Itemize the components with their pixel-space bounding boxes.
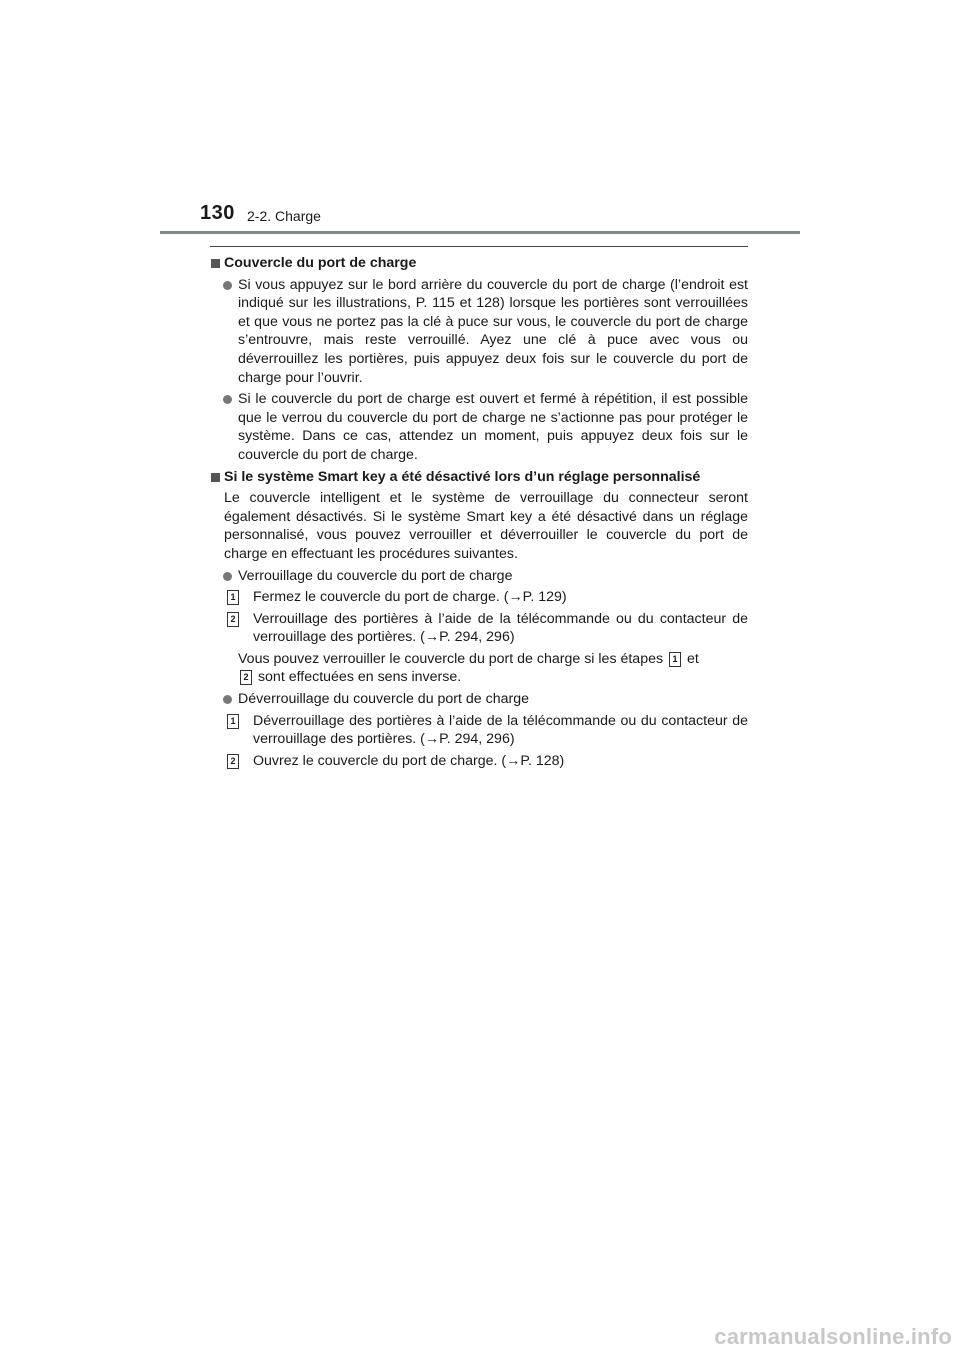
step-item — [210, 752, 748, 771]
bullet-text: Déverrouillage du couvercle du port de charge — [238, 691, 530, 708]
step-number-badge: 2 — [227, 754, 239, 769]
bullet-item — [210, 390, 748, 464]
step-number-badge: 2 — [227, 612, 239, 627]
step-text: Ouvrez le couvercle du port de charge. (→P. 128) — [253, 752, 565, 769]
round-bullet-icon — [223, 572, 232, 581]
note-text-after: sont effectuées en sens inverse. — [257, 669, 462, 686]
step-item — [210, 610, 748, 647]
bullet-text: Si le couvercle du port de charge est ouvert et fermé à répétition, il est possible que le verrou du couvercle du port de charge ne s’actionne pas pour protéger le système. Dans ce cas, attendez un moment, puis appuyez deux fois sur le couvercle du port de charge. — [238, 391, 748, 463]
watermark: carmanualsonline.info — [714, 1324, 952, 1349]
square-bullet-icon — [211, 473, 220, 482]
step-text: Déverrouillage des portières à l’aide de la télécommande ou du contacteur de verrouillage des portières. (→P. 294, 296) — [253, 712, 748, 748]
step-text: Verrouillage des portières à l’aide de la télécommande ou du contacteur de verrouillage des portières. (→P. 294, 296) — [253, 610, 748, 646]
step-number-badge: 1 — [227, 714, 239, 729]
page-content — [210, 254, 748, 773]
lock-note — [210, 650, 748, 687]
step-item — [210, 712, 748, 749]
step-number-badge: 1 — [669, 652, 681, 667]
round-bullet-icon — [223, 395, 232, 404]
page-number: 130 — [200, 202, 235, 224]
header-rule — [160, 231, 800, 234]
section-heading-charge-port-cover — [210, 254, 748, 273]
bullet-item — [210, 276, 748, 388]
step-number-badge: 1 — [227, 590, 239, 605]
round-bullet-icon — [223, 281, 232, 290]
step-text: Fermez le couvercle du port de charge. (→P. 129) — [253, 589, 567, 606]
intro-paragraph: Le couvercle intelligent et le système de verrouillage du connecteur seront également désactivés. Si le système Smart key a été désactivé dans un réglage personnalisé, vous pouvez verrouiller et déverrouiller le couvercle du port de charge en effectuant les procédures suivantes. — [224, 490, 748, 562]
bullet-text: Si vous appuyez sur le bord arrière du couvercle du port de charge (l’endroit est indiqué sur les illustrations, P. 115 et 128) lorsque les portières sont verrouillées et que vous ne portez pas la clé à puce sur vous, le couvercle du port de charge s’entrouvre, mais reste verrouillé. Ayez une clé à puce avec vous ou déverrouillez les portières, puis appuyez deux fois sur le couvercle du port de charge pour l’ouvrir. — [238, 276, 748, 386]
section-title: 2-2. Charge — [247, 208, 321, 224]
step-item — [210, 588, 748, 607]
heading-text: Couvercle du port de charge — [224, 255, 417, 271]
section-heading-smart-key-disabled — [210, 468, 748, 487]
bullet-item-lock — [210, 567, 748, 586]
content-divider — [210, 246, 748, 247]
heading-text: Si le système Smart key a été désactivé lors d’un réglage personnalisé — [224, 468, 701, 485]
bullet-item-unlock — [210, 690, 748, 709]
bullet-text: Verrouillage du couvercle du port de charge — [238, 567, 513, 584]
round-bullet-icon — [223, 695, 232, 704]
step-number-badge: 2 — [240, 670, 252, 685]
note-text-mid: et — [686, 650, 699, 667]
page-header — [0, 0, 960, 240]
square-bullet-icon — [211, 259, 220, 268]
note-text-before: Vous pouvez verrouiller le couvercle du port de charge si les étapes — [238, 650, 664, 667]
